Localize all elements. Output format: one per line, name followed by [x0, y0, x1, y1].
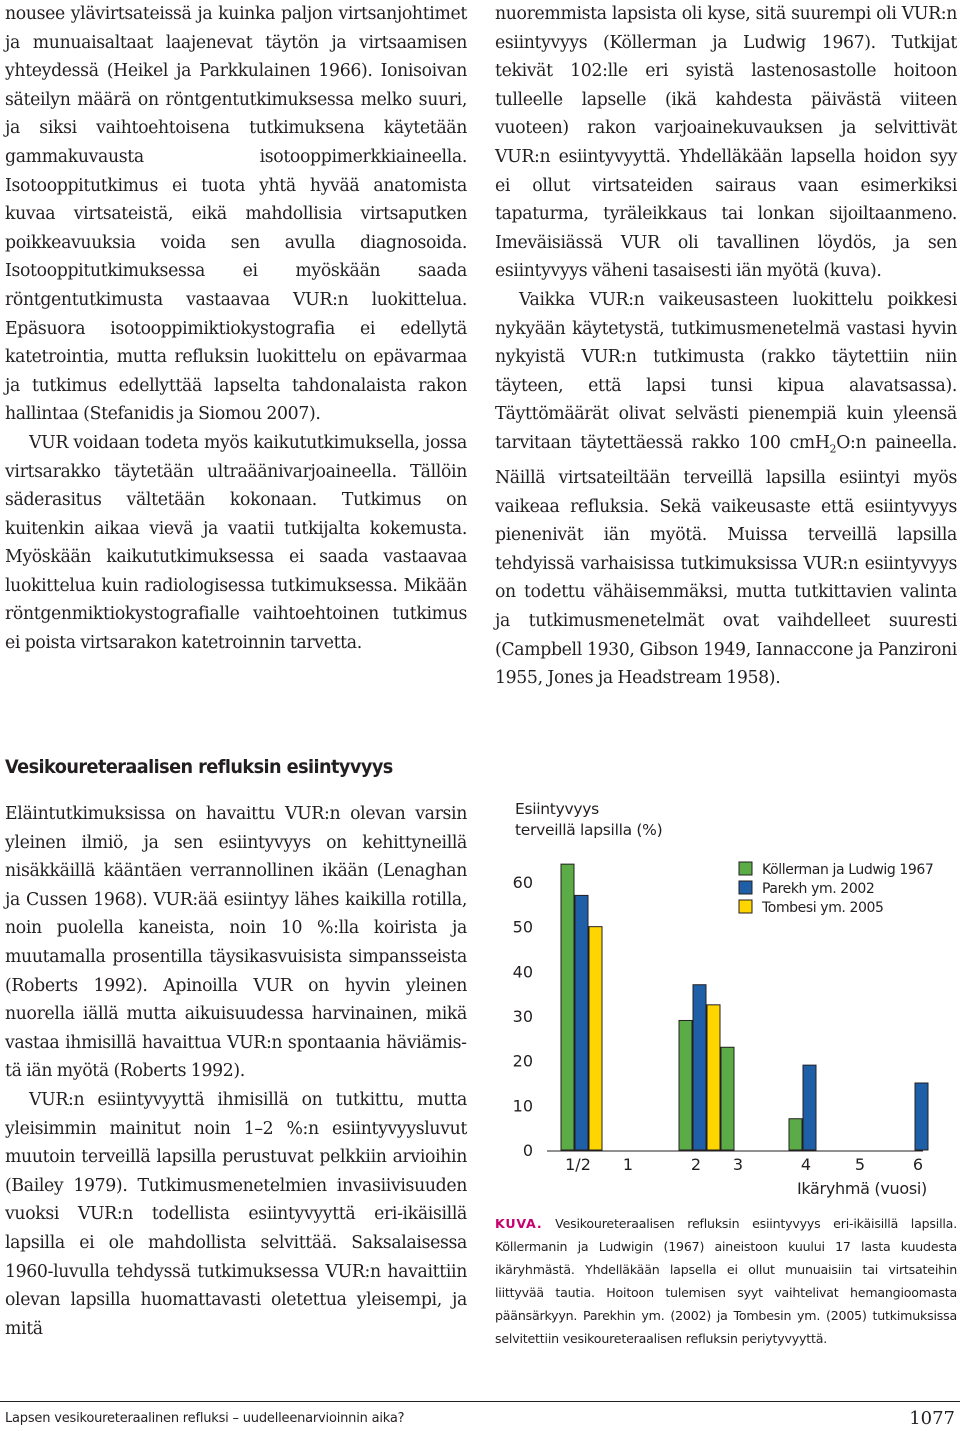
- x-tick-label: 6: [912, 1155, 924, 1174]
- x-tick-label: 1: [622, 1155, 634, 1174]
- bar-2-0: [589, 927, 602, 1150]
- legend-label: Tombesi ym. 2005: [762, 900, 884, 916]
- x-tick-label: 2: [690, 1155, 702, 1174]
- x-tick-label: 3: [732, 1155, 744, 1174]
- figure-caption: [495, 1212, 957, 1350]
- bar-chart: [495, 790, 955, 1210]
- footer-rule: [0, 1401, 960, 1402]
- y-tick-label: 50: [512, 917, 533, 937]
- footer-title: Lapsen vesikoureteraalinen refluksi – uudelleenarvioinnin aika?: [5, 1411, 405, 1426]
- bar-0-2: [679, 1020, 692, 1150]
- legend-label: Parekh ym. 2002: [762, 881, 875, 897]
- y-axis-label: Esiintyvyys: [515, 800, 599, 818]
- y-tick-label: 40: [512, 962, 533, 982]
- body-paragraph: Eläintutkimuksissa on havaittu VUR:n olevan varsin yleinen ilmiö, ja sen esiintyvyys on kehittyneillä nisäkkäillä kääntäen verrannollinen ikään (Lenaghan ja Cussen 1968). VUR:ää esiintyy lähes kaikilla rotilla, noin puolella kaneista, noin 10 %:lla koirista ja muutamalla prosentilla täysikasvuisista simpansseista (Roberts 1992). Apinoilla VUR on hyvin yleinen nuorella iällä mutta aikuisuudessa harvinainen, mikä vastaa ihmisillä havaittua VUR:n spontaania häviämistä iän myötä (Roberts 1992).: [5, 804, 467, 1082]
- legend-swatch: [739, 881, 752, 894]
- bar-chart-svg: [495, 790, 955, 1210]
- y-tick-label: 20: [512, 1051, 533, 1071]
- bar-0-0: [561, 864, 574, 1150]
- y-tick-label: 30: [512, 1007, 533, 1026]
- bar-0-4: [789, 1119, 802, 1150]
- bar-1-6: [915, 1083, 928, 1150]
- paragraph-text: O:n paineella. Näillä virtsateiltään terveillä lapsilla esiintyi myös vaikeaa refluksia. Sekä vaikeusaste että esiintyvyys pienenivät iän myötä. Muissa terveillä lapsilla tehdyissä varhaisissa tutkimuksissa VUR:n esiintyvyys on todettu vähäisemmäksi, mutta tutkittavien valinta ja tutkimusmenetelmät ovat vaihdelleet suuresti (Campbell 1930, Gibson 1949, Iannaccone ja Panzironi 1955, Jones ja Headstream 1958).: [495, 432, 957, 689]
- caption-text: Vesikoureteraalisen refluksin esiintyvyys eri-ikäisillä lapsilla. Köllermanin ja Ludwigin (1967) aineistoon kuului 17 lasta kuudesta ikäryhmästä. Yhdelläkään lapsella ei ollut munuaisiin tai virtsateihin liittyvää tautia. Hoitoon tulemisen syyt vaihtelivat hemangioomasta päänsärkyyn. Parekhin ym. (2002) ja Tombesin ym. (2005) tutkimuksissa selvitettiin vesikoureteraalisen refluksin periytyvyyttä.: [495, 1216, 957, 1346]
- legend-swatch: [739, 862, 752, 875]
- section-heading: Vesikoureteraalisen refluksin esiintyvyys: [5, 756, 393, 778]
- x-axis-label: Ikäryhmä (vuosi): [796, 1179, 927, 1198]
- legend-label: Köllerman ja Ludwig 1967: [762, 862, 934, 878]
- body-paragraph: [495, 286, 957, 693]
- y-axis-label: terveillä lapsilla (%): [515, 821, 663, 839]
- caption-label: KUVA.: [495, 1216, 543, 1231]
- bar-1-4: [803, 1065, 816, 1150]
- y-tick-label: 10: [512, 1096, 533, 1116]
- x-tick-label: 4: [800, 1155, 812, 1174]
- bar-1-0: [575, 895, 588, 1150]
- bar-1-2: [693, 985, 706, 1150]
- page-number: 1077: [909, 1408, 955, 1429]
- paragraph-text: Vaikka VUR:n vaikeusasteen luokittelu poikkesi nykyään käytetystä, tutkimusmenetelmä vastasi hyvin nykyistä VUR:n tutkimusta (rakko täytettiin niin täyteen, että lapsi tunsi kipua alavatsassa). Täyttömäärät olivat selvästi pienempiä kuin yleensä tarvitaan täytettäessä rakko 100 cmH: [495, 289, 957, 453]
- y-tick-label: 60: [512, 873, 533, 892]
- x-tick-label: 1/2: [565, 1155, 591, 1174]
- left-column-continued: [5, 800, 467, 1343]
- subscript: 2: [829, 442, 837, 456]
- body-paragraph: VUR voidaan todeta myös kaikututkimuksella, jossa virtsarakko täytetään ultraäänivarjoaineella. Tällöin säderasitus vältetään kokonaan. Tutkimus on kuitenkin aikaa vievä ja vaatii tutkijalta kokemusta. Myöskään kaikututkimuksessa ei saada vastaavaa luokittelua kuin radiologisessa tutkimuksessa. Mikään röntgenmiktiokystografialle vaihtoehtoinen tutkimus ei poista virtsarakon katetroinnin tarvetta.: [5, 432, 467, 654]
- right-column: [495, 0, 957, 693]
- body-paragraph: nousee ylävirtsateissä ja kuinka paljon virtsanjohtimet ja munuaisaltaat laajenevat täytön ja virtsaamisen yhteydessä (Heikel ja Parkkulainen 1966). Ionisoivan säteilyn määrä on röntgentutkimuksessa melko suuri, ja siksi vaihtoehtoisena tutkimuksena käytetään gammakuvausta isotooppimerkkiaineella. Isotooppitutkimus ei tuota yhtä hyvää anatomista kuvaa virtsateistä, eikä mahdollisia virtsaputken poikkeavuuksia voida sen avulla diagnosoida. Isotooppitutkimuksessa ei myöskään saada röntgentutkimusta vastaavaa VUR:n luokittelua. Epäsuora isotooppimiktiokystografia ei edellytä katetrointia, mutta refluksin luokittelu on epävarmaa ja tutkimus edellyttää lapselta tahdonalaista rakon hallintaa (Stefanidis ja Siomou 2007).: [5, 4, 467, 425]
- body-paragraph: nuoremmista lapsista oli kyse, sitä suurempi oli VUR:n esiintyvyys (Köllerman ja Ludwig 1967). Tutkijat tekivät 102:lle eri syistä lastenosastolle hoitoon tulleelle lapselle (ikä kahdesta päivästä viiteen vuoteen) rakon varjoainekuvauksen ja selvittivät VUR:n esiintyvyyttä. Yhdelläkään lapsella hoidon syy ei ollut virtsateiden sairaus vaan esimerkiksi tapaturma, tyräleikkaus tai lonkan sijoiltaanmeno. Imeväisiässä VUR oli tavallinen löydös, ja sen esiintyvyys väheni tasaisesti iän myötä (kuva).: [495, 4, 957, 282]
- x-tick-label: 5: [854, 1155, 866, 1174]
- body-paragraph: VUR:n esiintyvyyttä ihmisillä on tutkittu, mutta yleisimmin mainitut noin 1–2 %:n esiintyvyysluvut muutoin terveillä lapsilla perustuvat pelkkiin arvioihin (Bailey 1979). Tutkimusmenetelmien invasiivisuuden vuoksi VUR:n todellista esiintyvyyttä eri-ikäisillä lapsilla ei ole mahdollista selvittää. Saksalaisessa 1960-luvulla tehdyssä tutkimuksessa VUR:n havaittiin olevan lapsilla huomattavasti oletettua yleisempi, ja mitä: [5, 1089, 467, 1339]
- bar-2-2: [707, 1005, 720, 1150]
- left-column: [5, 0, 467, 658]
- bar-0-3: [721, 1047, 734, 1150]
- y-tick-label: 0: [522, 1141, 533, 1160]
- legend-swatch: [739, 900, 752, 913]
